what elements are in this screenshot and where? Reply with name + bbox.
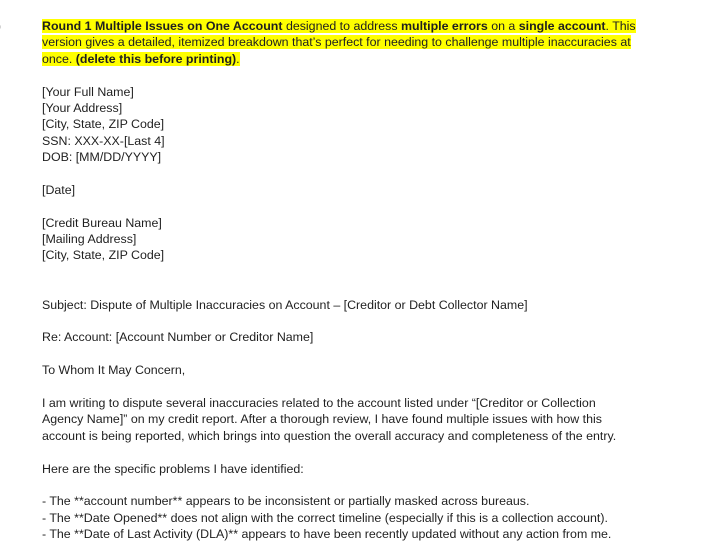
document-page [42,18,664,543]
note-text: designed to address [282,19,401,33]
salutation: To Whom It May Concern, [42,363,186,378]
instruction-note-line-1 [42,18,664,34]
note-bold-single-account: single account [518,19,606,33]
problems-intro: Here are the specific problems I have identified: [42,461,304,476]
note-title: Round 1 Multiple Issues on One Account [42,19,283,33]
note-bold-multiple-errors: multiple errors [400,19,488,33]
note-text: . This [605,19,636,33]
ssn-prefix: SSN: XXX-XX- [42,133,124,148]
body-line: I am writing to dispute several inaccuracies related to the account listed under “[Creditor or Collection [42,396,596,410]
ssn-last4: [Last 4] [123,133,165,148]
problem-item: - The **Date of Last Activity (DLA)** appears to have been recently updated without any action from me. [42,527,612,542]
sender-name: [Your Full Name] [42,84,134,99]
recipient-name: [Credit Bureau Name] [42,215,162,230]
note-text: . [236,51,240,66]
note-text: version gives a detailed, itemized breakdown that’s perfect for needing to challenge multiple inaccuracies at [42,35,631,50]
problem-item: - The **account number** appears to be inconsistent or partially masked across bureaus. [42,494,530,509]
instruction-note-line-3 [42,51,664,67]
sender-city: [City, State, ZIP Code] [42,117,165,132]
sender-address: [Your Address] [42,100,123,115]
margin-mark [0,19,1,33]
problem-item: - The **Date Opened** does not align with the correct timeline (especially if this is a collection account). [42,510,608,525]
re-line: Re: Account: [Account Number or Creditor Name] [42,330,314,345]
recipient-address: [Mailing Address] [42,232,137,247]
body-line: account is being reported, which brings into question the overall accuracy and completeness of the entry. [42,428,617,443]
sender-ssn [42,133,664,149]
note-text: once. [42,51,76,66]
note-delete-instruction: (delete this before printing) [75,51,237,66]
body-line: Agency Name]” on my credit report. After a thorough review, I have found multiple issues with how this [42,412,602,427]
letter-date: [Date] [42,182,76,197]
subject-line: Subject: Dispute of Multiple Inaccuracies on Account – [Creditor or Debt Collector Name] [42,297,528,312]
note-text: on a [487,19,519,33]
recipient-city: [City, State, ZIP Code] [42,248,165,263]
instruction-note-line-2 [42,34,664,50]
sender-dob: DOB: [MM/DD/YYYY] [42,150,162,165]
